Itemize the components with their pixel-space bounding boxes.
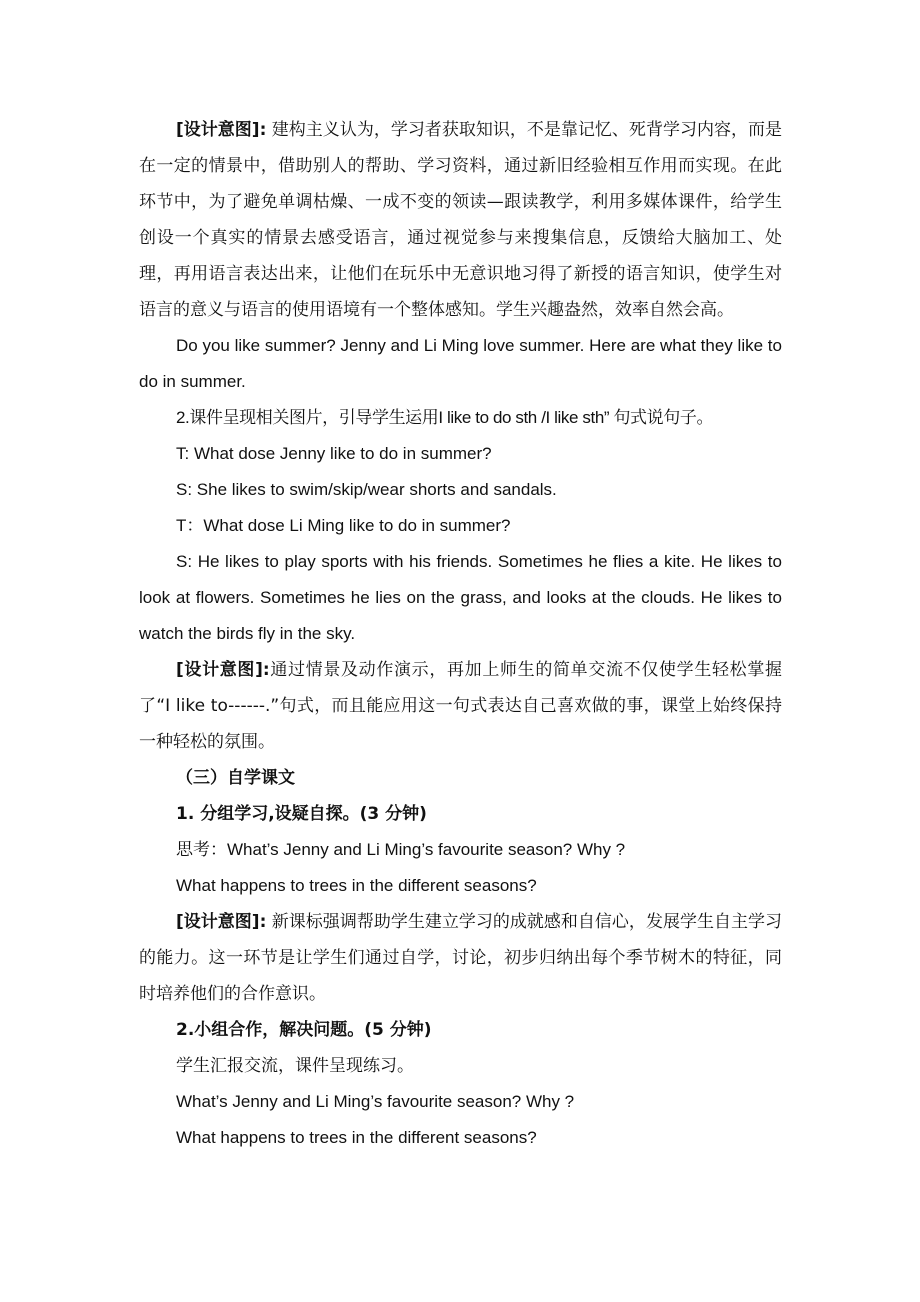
student-answer-1: S: She likes to swim/skip/wear shorts and sandals. (176, 480, 557, 499)
report-line: 学生汇报交流，课件呈现练习。 (176, 1056, 414, 1076)
step-3-1-heading: 1. 分组学习,设疑自探。(3 分钟) (176, 804, 427, 824)
summer-intro-paragraph: Do you like summer? Jenny and Li Ming love summer. Here are what they like to do in summer. (139, 336, 782, 391)
trees-question-2: What happens to trees in the different seasons? (176, 1128, 537, 1147)
design-intent-paragraph-2 (139, 652, 782, 760)
design-intent-text: 通过情景及动作演示，再加上师生的简单交流不仅使学生轻松掌握了“I like to------.”句式，而且能应用这一句式表达自己喜欢做的事，课堂上始终保持一种轻松的氛围。 (139, 660, 782, 752)
trees-question-1: What happens to trees in the different seasons? (176, 876, 537, 895)
design-intent-text: 新课标强调帮助学生建立学习的成就感和自信心，发展学生自主学习的能力。这一环节是让学生们通过自学，讨论，初步归纳出每个季节树木的特征，同时培养他们的合作意识。 (139, 912, 782, 1004)
design-intent-tag: [设计意图]: (176, 660, 270, 680)
section-heading-self-study: （三）自学课文 (176, 768, 295, 788)
teacher-question-1: T: What dose Jenny like to do in summer? (176, 444, 492, 463)
design-intent-tag: [设计意图]: (176, 120, 267, 140)
step-2-instruction: 2.课件呈现相关图片，引导学生运用I like to do sth /I like sth” 句式说句子。 (176, 408, 714, 427)
favourite-season-question-2: What’s Jenny and Li Ming’s favourite season? Why ? (176, 1092, 575, 1111)
design-intent-tag: [设计意图]: (176, 912, 267, 932)
design-intent-text: 建构主义认为，学习者获取知识，不是靠记忆、死背学习内容，而是在一定的情景中，借助别人的帮助、学习资料，通过新旧经验相互作用而实现。在此环节中，为了避免单调枯燥、一成不变的领读—跟读教学，利用多媒体课件，给学生创设一个真实的情景去感受语言，通过视觉参与来搜集信息，反馈给大脑加工、处理，再用语言表达出来，让他们在玩乐中无意识地习得了新授的语言知识，使学生对语言的意义与语言的使用语境有一个整体感知。学生兴趣盎然，效率自然会高。 (139, 120, 782, 320)
document-page (139, 112, 782, 1156)
student-answer-2: S: He likes to play sports with his friends. Sometimes he flies a kite. He likes to look at flowers. Sometimes he lies on the grass, and looks at the clouds. He likes to watch the birds fly in the sky. (139, 552, 782, 643)
design-intent-paragraph-1 (139, 112, 782, 328)
think-question: 思考：What’s Jenny and Li Ming’s favourite season? Why ? (176, 840, 626, 859)
step-3-2-heading: 2.小组合作，解决问题。(5 分钟) (176, 1020, 432, 1040)
teacher-question-2: T：What dose Li Ming like to do in summer? (176, 516, 511, 535)
design-intent-paragraph-3 (139, 904, 782, 1012)
